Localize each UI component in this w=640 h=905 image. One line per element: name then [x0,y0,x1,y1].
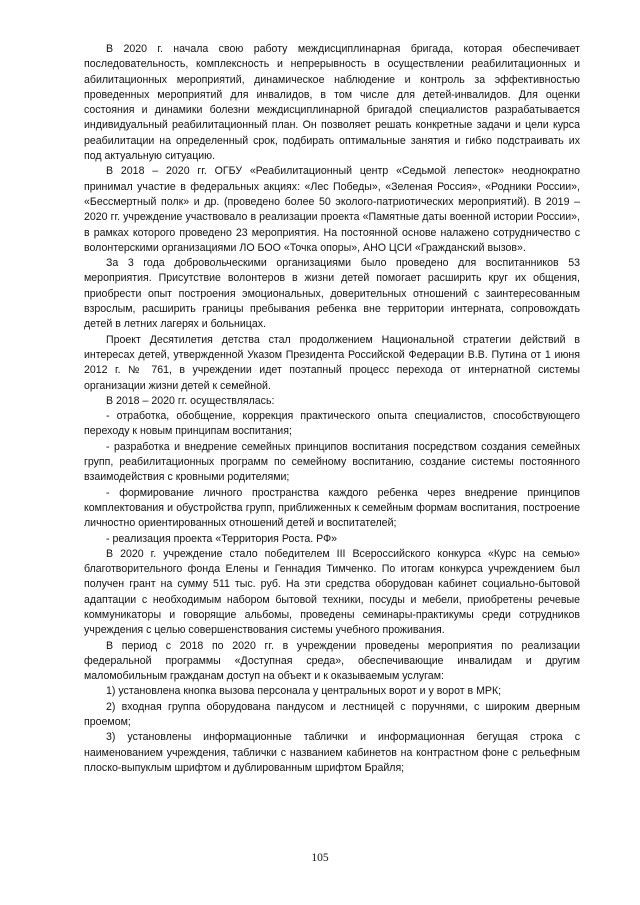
page-number: 105 [311,852,329,864]
list-item-personal-space: - формирование личного пространства каждого ребенка через внедрение принципов комплектования и обустройства групп, приближенных к семейным формам воспитания, построение личностно ориентированных отношений детей и воспитателей; [84,486,580,530]
list-item-family-principles: - разработка и внедрение семейных принципов воспитания посредством создания семейных групп, реабилитационных программ по семейному воспитанию, создание системы постоянного взаимодействия с кровными родителями; [84,440,580,484]
list-item-practice: - отработка, обобщение, коррекция практического опыта специалистов, способствующего переходу к новым принципам воспитания; [84,410,580,438]
paragraph-accessible-environment: В период с 2018 по 2020 гг. в учреждении проведены мероприятия по реализации федеральной программы «Доступная среда», обеспечивающие инвалидам и другим маломобильным гражданам доступ на объект и к оказываемым услугам: [84,639,580,683]
list-item-signs: 3) установлены информационные таблички и информационная бегущая строка с наименованием учреждения, таблички с названием кабинетов на контрастном фоне с рельефным плоско-выпуклым шрифтом и дублированным шрифтом Брайля; [84,731,580,774]
paragraph-federal-actions: В 2018 – 2020 гг. ОГБУ «Реабилитационный центр «Седьмой лепесток» неоднократно принимал участие в федеральных акциях: «Лес Победы», «Зеленая Россия», «Родники России», «Бессмертный полк» и др. (проведено более 50 эколого-патриотических мероприятий). В 2019 – 2020 гг. учреждение участвовало в реализации проекта «Памятные даты военной истории России», в рамках которого проведено 23 мероприятия. На постоянной основе налажено сотрудничество с волонтерскими организациями ЛО БОО «Точка опоры», АНО ЦСИ «Гражданский вызов». [84,165,580,254]
paragraph-decade-of-childhood: Проект Десятилетия детства стал продолжением Национальной стратегии действий в интересах детей, утвержденной Указом Президента Российской Федерации В.В. Путина от 1 июня 2012 г. № 761, в учреждении идет поэтапный процесс перехода от интернатной системы организации жизни детей к семейной. [84,333,580,392]
list-item-growth-territory: - реализация проекта «Территория Роста. РФ» [106,532,338,545]
paragraph-grant: В 2020 г. учреждение стало победителем III Всероссийского конкурса «Курс на семью» благотворительного фонда Елены и Геннадия Тимченко. По итогам конкурса учреждением был получен грант на сумму 511 тыс. руб. На эти средства оборудован кабинет социально-бытовой адаптации с необходимым набором бытовой техники, посуды и мебели, приобретены речевые коммуникаторы и говорящие альбомы, проведены семинары-практикумы среди сотрудников учреждения с целью совершенствования системы учебного проживания. [84,547,580,637]
paragraph-brigade: В 2020 г. начала свою работу междисциплинарная бригада, которая обеспечивает последовательность, комплексность и непрерывность в осуществлении реабилитационных и абилитационных мероприятий, динамическое наблюдение и контроль за эффективностью проведенных мероприятий для инвалидов, в том числе для детей-инвалидов. Для оценки состояния и динамики болезни междисциплинарной бригадой специалистов разрабатывается индивидуальный реабилитационный план. Он позволяет решать конкретные задачи и цели курса реабилитации на определенный срок, подбирать оптимальные занятия и гибко подстраивать их под актуальную ситуацию. [84,43,580,163]
paragraph-volunteers: За 3 года добровольческими организациями было проведено для воспитанников 53 мероприятия. Присутствие волонтеров в жизни детей помогает расширить круг их общения, приобрести опыт построения эмоциональных, доверительных отношений с заинтересованным взрослым, расширить границы пребывания ребенка вне территории интерната, сопровождать детей в летних лагерях и больницах. [84,257,580,331]
paragraph-implemented-intro: В 2018 – 2020 гг. осуществлялась: [106,394,275,407]
list-item-call-button: 1) установлена кнопка вызова персонала у центральных ворот и у ворот в МРК; [106,685,502,698]
document-body [84,42,580,776]
list-item-ramp: 2) входная группа оборудована пандусом и лестницей с поручнями, с широким дверным проемом; [84,700,580,729]
